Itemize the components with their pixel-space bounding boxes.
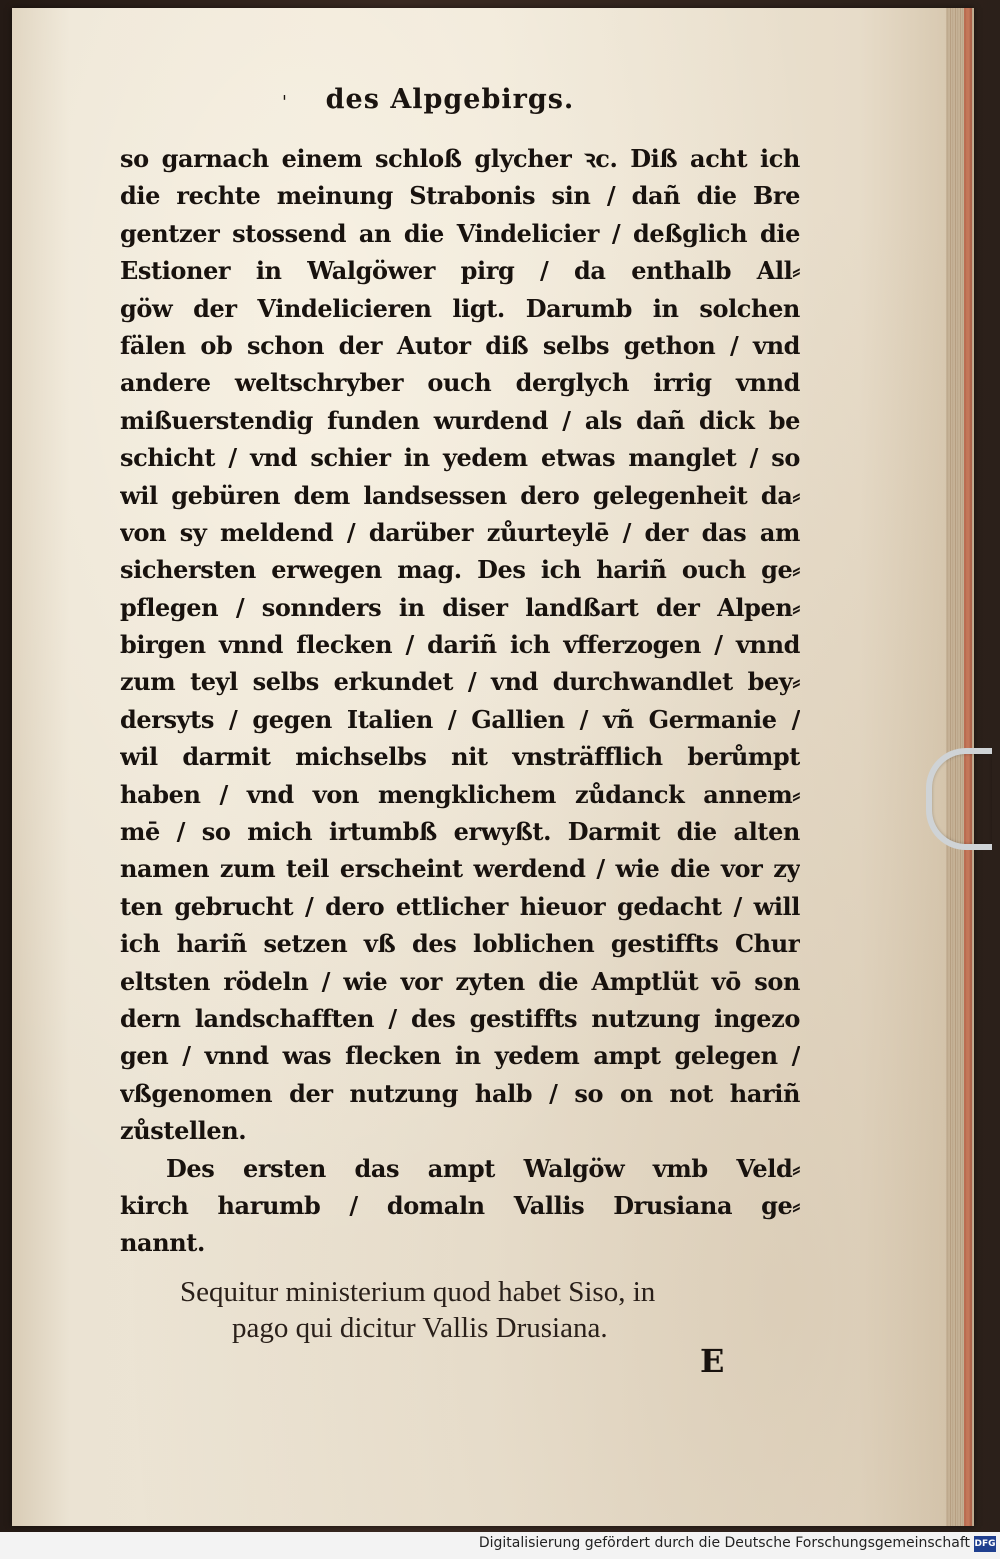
text-line: andere weltschryber ouch derglych irrig vnnd — [120, 368, 800, 398]
text-line: die rechte meinung Strabonis sin / dañ die Bre — [120, 181, 800, 211]
text-line: mē / so mich irtumbß erwyßt. Darmit die alten — [120, 817, 800, 847]
text-line: fälen ob schon der Autor diß selbs gethon / vnd — [120, 330, 800, 360]
latin-line: Sequitur ministerium quod habet Siso, in — [180, 1276, 656, 1308]
section-heading-line: Des ersten das ampt Walgöw vmb Veld⸗ — [166, 1153, 800, 1183]
text-line: schicht / vnd schier in yedem etwas manglet / so — [120, 443, 800, 473]
text-line: dersyts / gegen Italien / Gallien / vñ Germanie / — [120, 704, 800, 734]
text-line: Estioner in Walgöwer pirg / da enthalb All⸗ — [120, 256, 800, 286]
text-line: ich hariñ setzen vß des loblichen gestiffts Chur — [120, 929, 800, 959]
latin-line: pago qui dicitur Vallis Drusiana. — [232, 1312, 608, 1344]
footer-credit: Digitalisierung gefördert durch die Deutsche Forschungsgemeinschaft — [478, 1535, 970, 1551]
catchword: E — [700, 1342, 725, 1380]
text-line: dern landschafften / des gestiffts nutzung ingezo — [120, 1003, 800, 1033]
text-line: wil darmit michselbs nit vnsträfflich berůmpt — [120, 742, 800, 772]
body-text — [120, 140, 800, 1262]
text-line: eltsten rödeln / wie vor zyten die Amptlüt vō son — [120, 966, 800, 996]
section-heading-line: nannt. — [120, 1228, 205, 1258]
text-line: zůstellen. — [120, 1116, 247, 1146]
text-line: so garnach einem schloß glycher ꝛc. Diß acht ich — [120, 144, 800, 173]
text-line: wil gebüren dem landsessen dero gelegenheit da⸗ — [120, 480, 800, 510]
text-line: namen zum teil erscheint werdend / wie die vor zy — [120, 854, 800, 884]
text-line: birgen vnnd flecken / dariñ ich vfferzogen / vnnd — [120, 630, 800, 660]
running-head: des Alpgebirgs. — [325, 84, 575, 115]
text-line: ten gebrucht / dero ettlicher hieuor gedacht / will — [120, 891, 800, 921]
text-line: göw der Vindelicieren ligt. Darumb in solchen — [120, 293, 800, 323]
book-clasp — [926, 748, 992, 850]
text-line: gen / vnnd was flecken in yedem ampt gelegen / — [120, 1041, 800, 1071]
text-line: zum teyl selbs erkundet / vnd durchwandlet bey⸗ — [120, 667, 800, 697]
text-line: mißuerstendig funden wurdend / als dañ dick be — [120, 405, 800, 435]
text-line: sichersten erwegen mag. Des ich hariñ ouch ge⸗ — [120, 555, 800, 585]
text-line: haben / vnd von mengklichem zůdanck annem⸗ — [120, 779, 800, 809]
text-line: vßgenomen der nutzung halb / so on not hariñ — [120, 1078, 800, 1108]
text-line: von sy meldend / darüber zůurteylē / der das am — [120, 517, 800, 547]
text-line: gentzer stossend an die Vindelicier / deßglich die — [120, 218, 800, 248]
head-mark: ' — [282, 92, 287, 113]
section-heading-line: kirch harumb / domaln Vallis Drusiana ge⸗ — [120, 1190, 800, 1220]
text-line: pflegen / sonnders in diser landßart der Alpen⸗ — [120, 592, 800, 622]
dfg-logo-icon: DFG — [974, 1536, 996, 1552]
